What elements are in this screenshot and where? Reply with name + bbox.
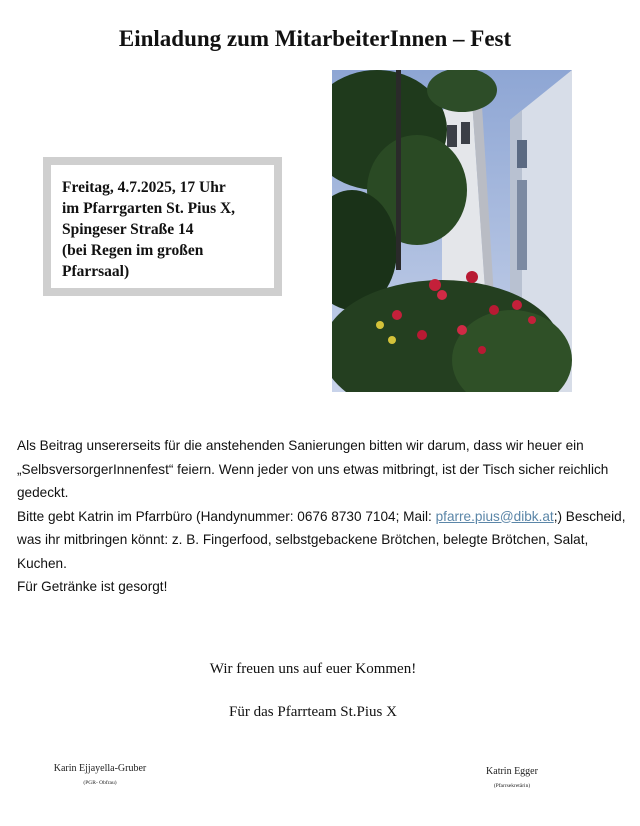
body-paragraph-1: Als Beitrag unsererseits für die anstehenden Sanierungen bitten wir darum, dass wir heuer ein „SelbsversorgerInnenfest“ feiern. Wenn jeder von uns etwas mitbringt, ist der Tisch sicher reichlich gedeckt. xyxy=(17,438,609,500)
signature-1-role: (PGR- Obfrau) xyxy=(83,780,117,786)
closing-line-1: Wir freuen uns auf euer Kommen! xyxy=(209,661,417,677)
church-photo xyxy=(332,70,572,392)
event-details xyxy=(51,165,274,288)
body-paragraph-2-start: Bitte gebt Katrin im Pfarrbüro (Handynummer: 0676 8730 7104; Mail: xyxy=(17,508,436,524)
event-rain-note: (bei Regen im großen xyxy=(62,242,204,259)
event-rain-note-cont: Pfarrsaal) xyxy=(62,263,130,280)
signature-2-role: (Pfarrsekretärin) xyxy=(493,783,531,789)
church-tower-image xyxy=(332,70,572,392)
event-address: Spingeser Straße 14 xyxy=(62,221,194,238)
signature-1 xyxy=(30,763,170,786)
page-title: Einladung zum MitarbeiterInnen – Fest xyxy=(118,26,512,51)
signature-2 xyxy=(462,766,562,789)
body-paragraph-2-end: ;) Bescheid, was ihr mitbringen könnt: z. B. Fingerfood, selbstgebackene Brötchen, belegte Brötchen, Salat, Kuchen. xyxy=(17,508,626,571)
email-link[interactable]: pfarre.pius@dibk.at xyxy=(435,508,554,524)
event-date-time: Freitag, 4.7.2025, 17 Uhr xyxy=(62,179,226,196)
body-paragraph-2 xyxy=(17,505,629,576)
signature-2-name: Katrin Egger xyxy=(486,766,538,777)
event-details-box xyxy=(43,157,282,296)
invitation-body xyxy=(17,434,629,599)
event-location: im Pfarrgarten St. Pius X, xyxy=(62,200,236,217)
closing-line-2: Für das Pfarrteam St.Pius X xyxy=(229,704,397,720)
body-paragraph-3: Für Getränke ist gesorgt! xyxy=(17,579,168,594)
signature-1-name: Karin Ejjayella-Gruber xyxy=(53,763,147,774)
